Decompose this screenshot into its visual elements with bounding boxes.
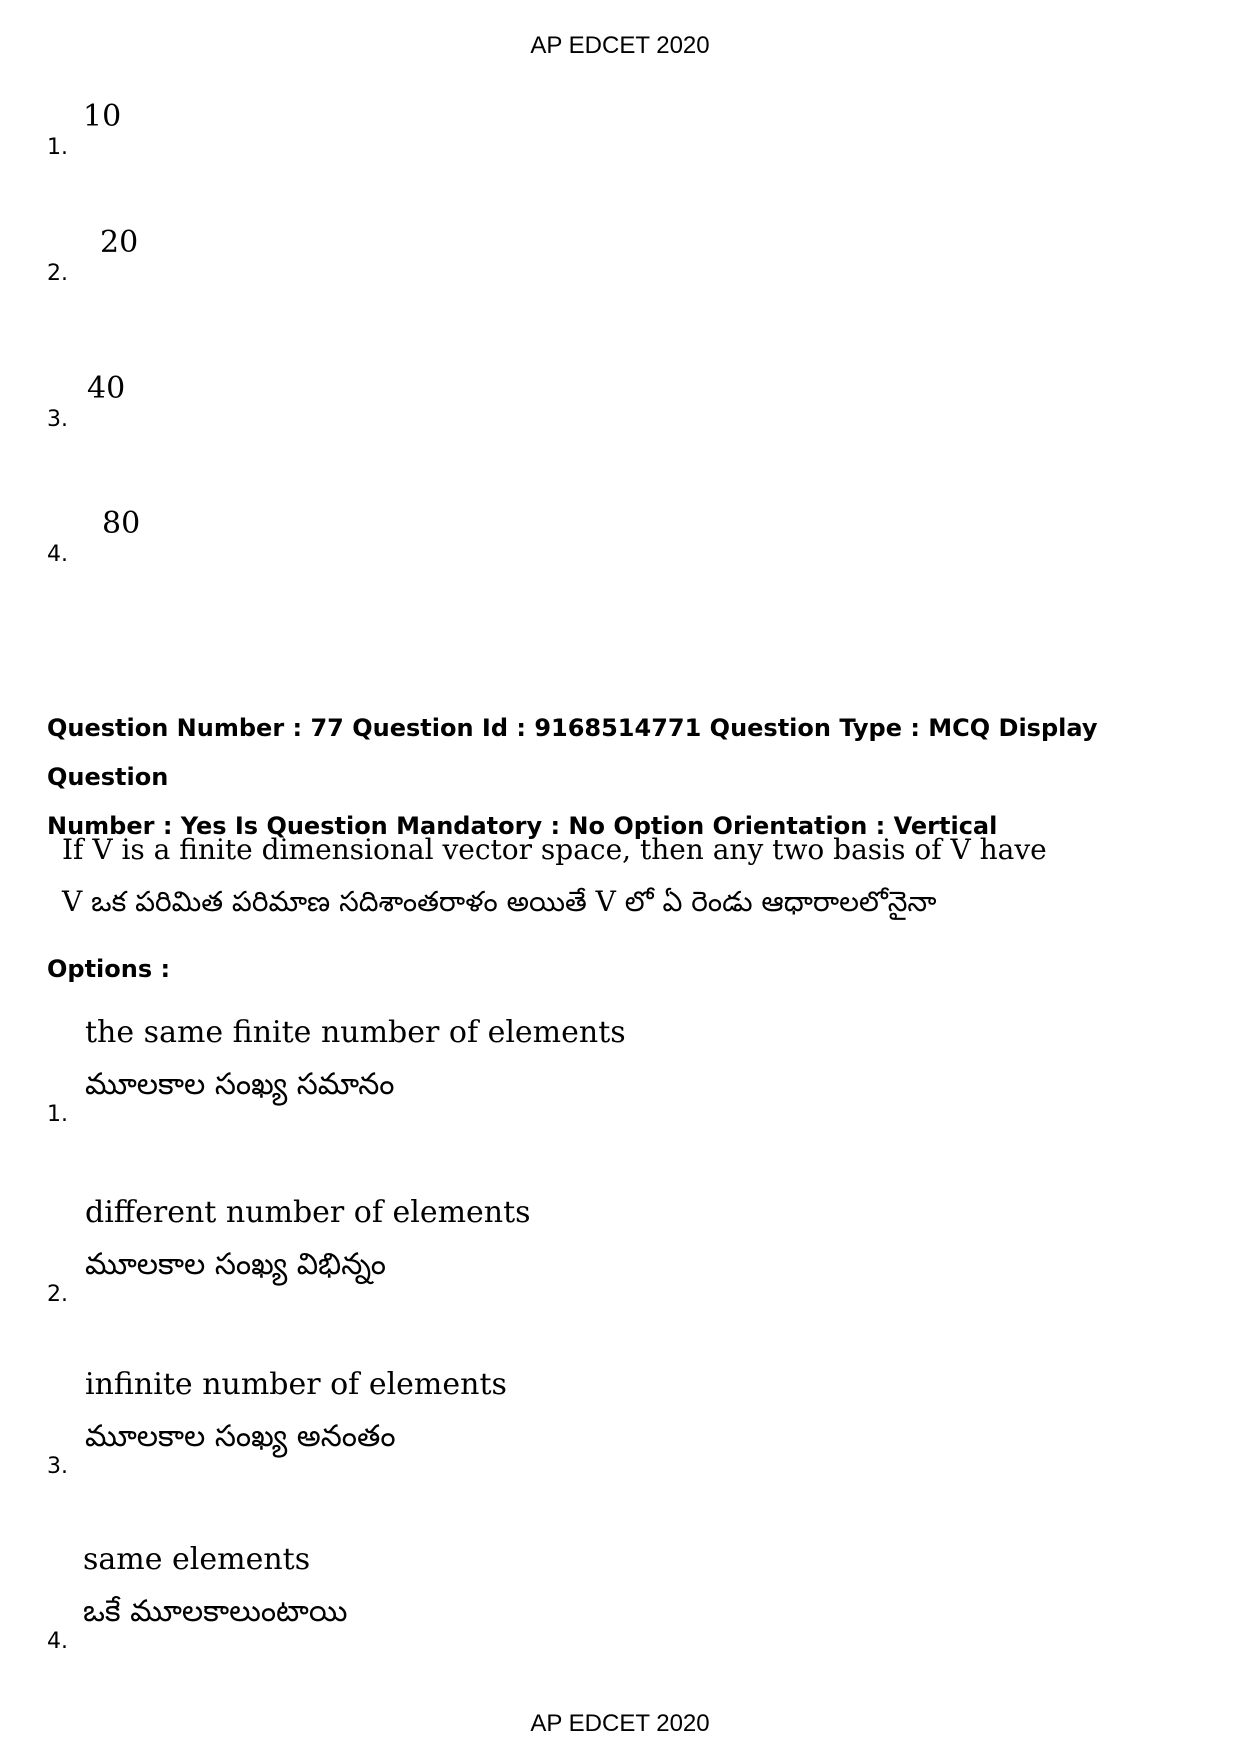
option-number: 4.: [47, 1629, 68, 1654]
prev-option-2: [47, 226, 1147, 286]
option-number: 2.: [47, 261, 68, 286]
options-label: Options :: [47, 955, 171, 983]
prev-option-4: [47, 507, 1147, 567]
question-text-telugu: V ఒక పరిమిత పరిమాణ సదిశాంతరాళం అయితే V లో ఏ రెండు ఆధారాలలోనైనా: [62, 885, 937, 918]
option-text-telugu: ఒకే మూలకాలుంటాయి: [83, 1594, 348, 1629]
prev-option-3: [47, 372, 1147, 432]
option-text-telugu: మూలకాల సంఖ్య విభిన్నం: [85, 1247, 386, 1282]
option-text-english: infinite number of elements: [85, 1367, 507, 1402]
question-text: [62, 824, 1162, 928]
option-text-english: the same finite number of elements: [85, 1015, 626, 1050]
option-number: 1.: [47, 135, 68, 160]
option-text-english: different number of elements: [85, 1195, 531, 1230]
option-4: [47, 1534, 1147, 1654]
option-text-telugu: మూలకాల సంఖ్య సమానం: [85, 1067, 395, 1102]
option-number: 3.: [47, 1454, 68, 1479]
option-2: [47, 1187, 1147, 1307]
question-meta-line-2: Number : Yes Is Question Mandatory : No Option Orientation : Vertical: [47, 812, 998, 840]
option-value: 20: [100, 225, 139, 260]
question-text-english: If V is a finite dimensional vector space, then any two basis of V have: [62, 833, 1047, 866]
option-value: 40: [87, 371, 126, 406]
option-value: 80: [102, 506, 141, 541]
option-text-english: same elements: [83, 1542, 311, 1577]
option-text: [85, 1187, 531, 1291]
prev-option-1: [47, 100, 1147, 160]
option-text: [85, 1007, 626, 1111]
option-1: [47, 1007, 1147, 1127]
option-number: 1.: [47, 1102, 68, 1127]
option-text: [85, 1359, 507, 1463]
option-text-telugu: మూలకాల సంఖ్య అనంతం: [85, 1419, 396, 1454]
page-footer: AP EDCET 2020: [530, 1710, 710, 1737]
option-3: [47, 1359, 1147, 1479]
question-meta-line-1: Question Number : 77 Question Id : 9168514771 Question Type : MCQ Display Question: [47, 714, 1098, 791]
option-number: 2.: [47, 1282, 68, 1307]
option-text: [83, 1534, 347, 1638]
option-number: 3.: [47, 407, 68, 432]
option-number: 4.: [47, 542, 68, 567]
option-value: 10: [83, 99, 122, 134]
page-header: AP EDCET 2020: [530, 32, 710, 59]
